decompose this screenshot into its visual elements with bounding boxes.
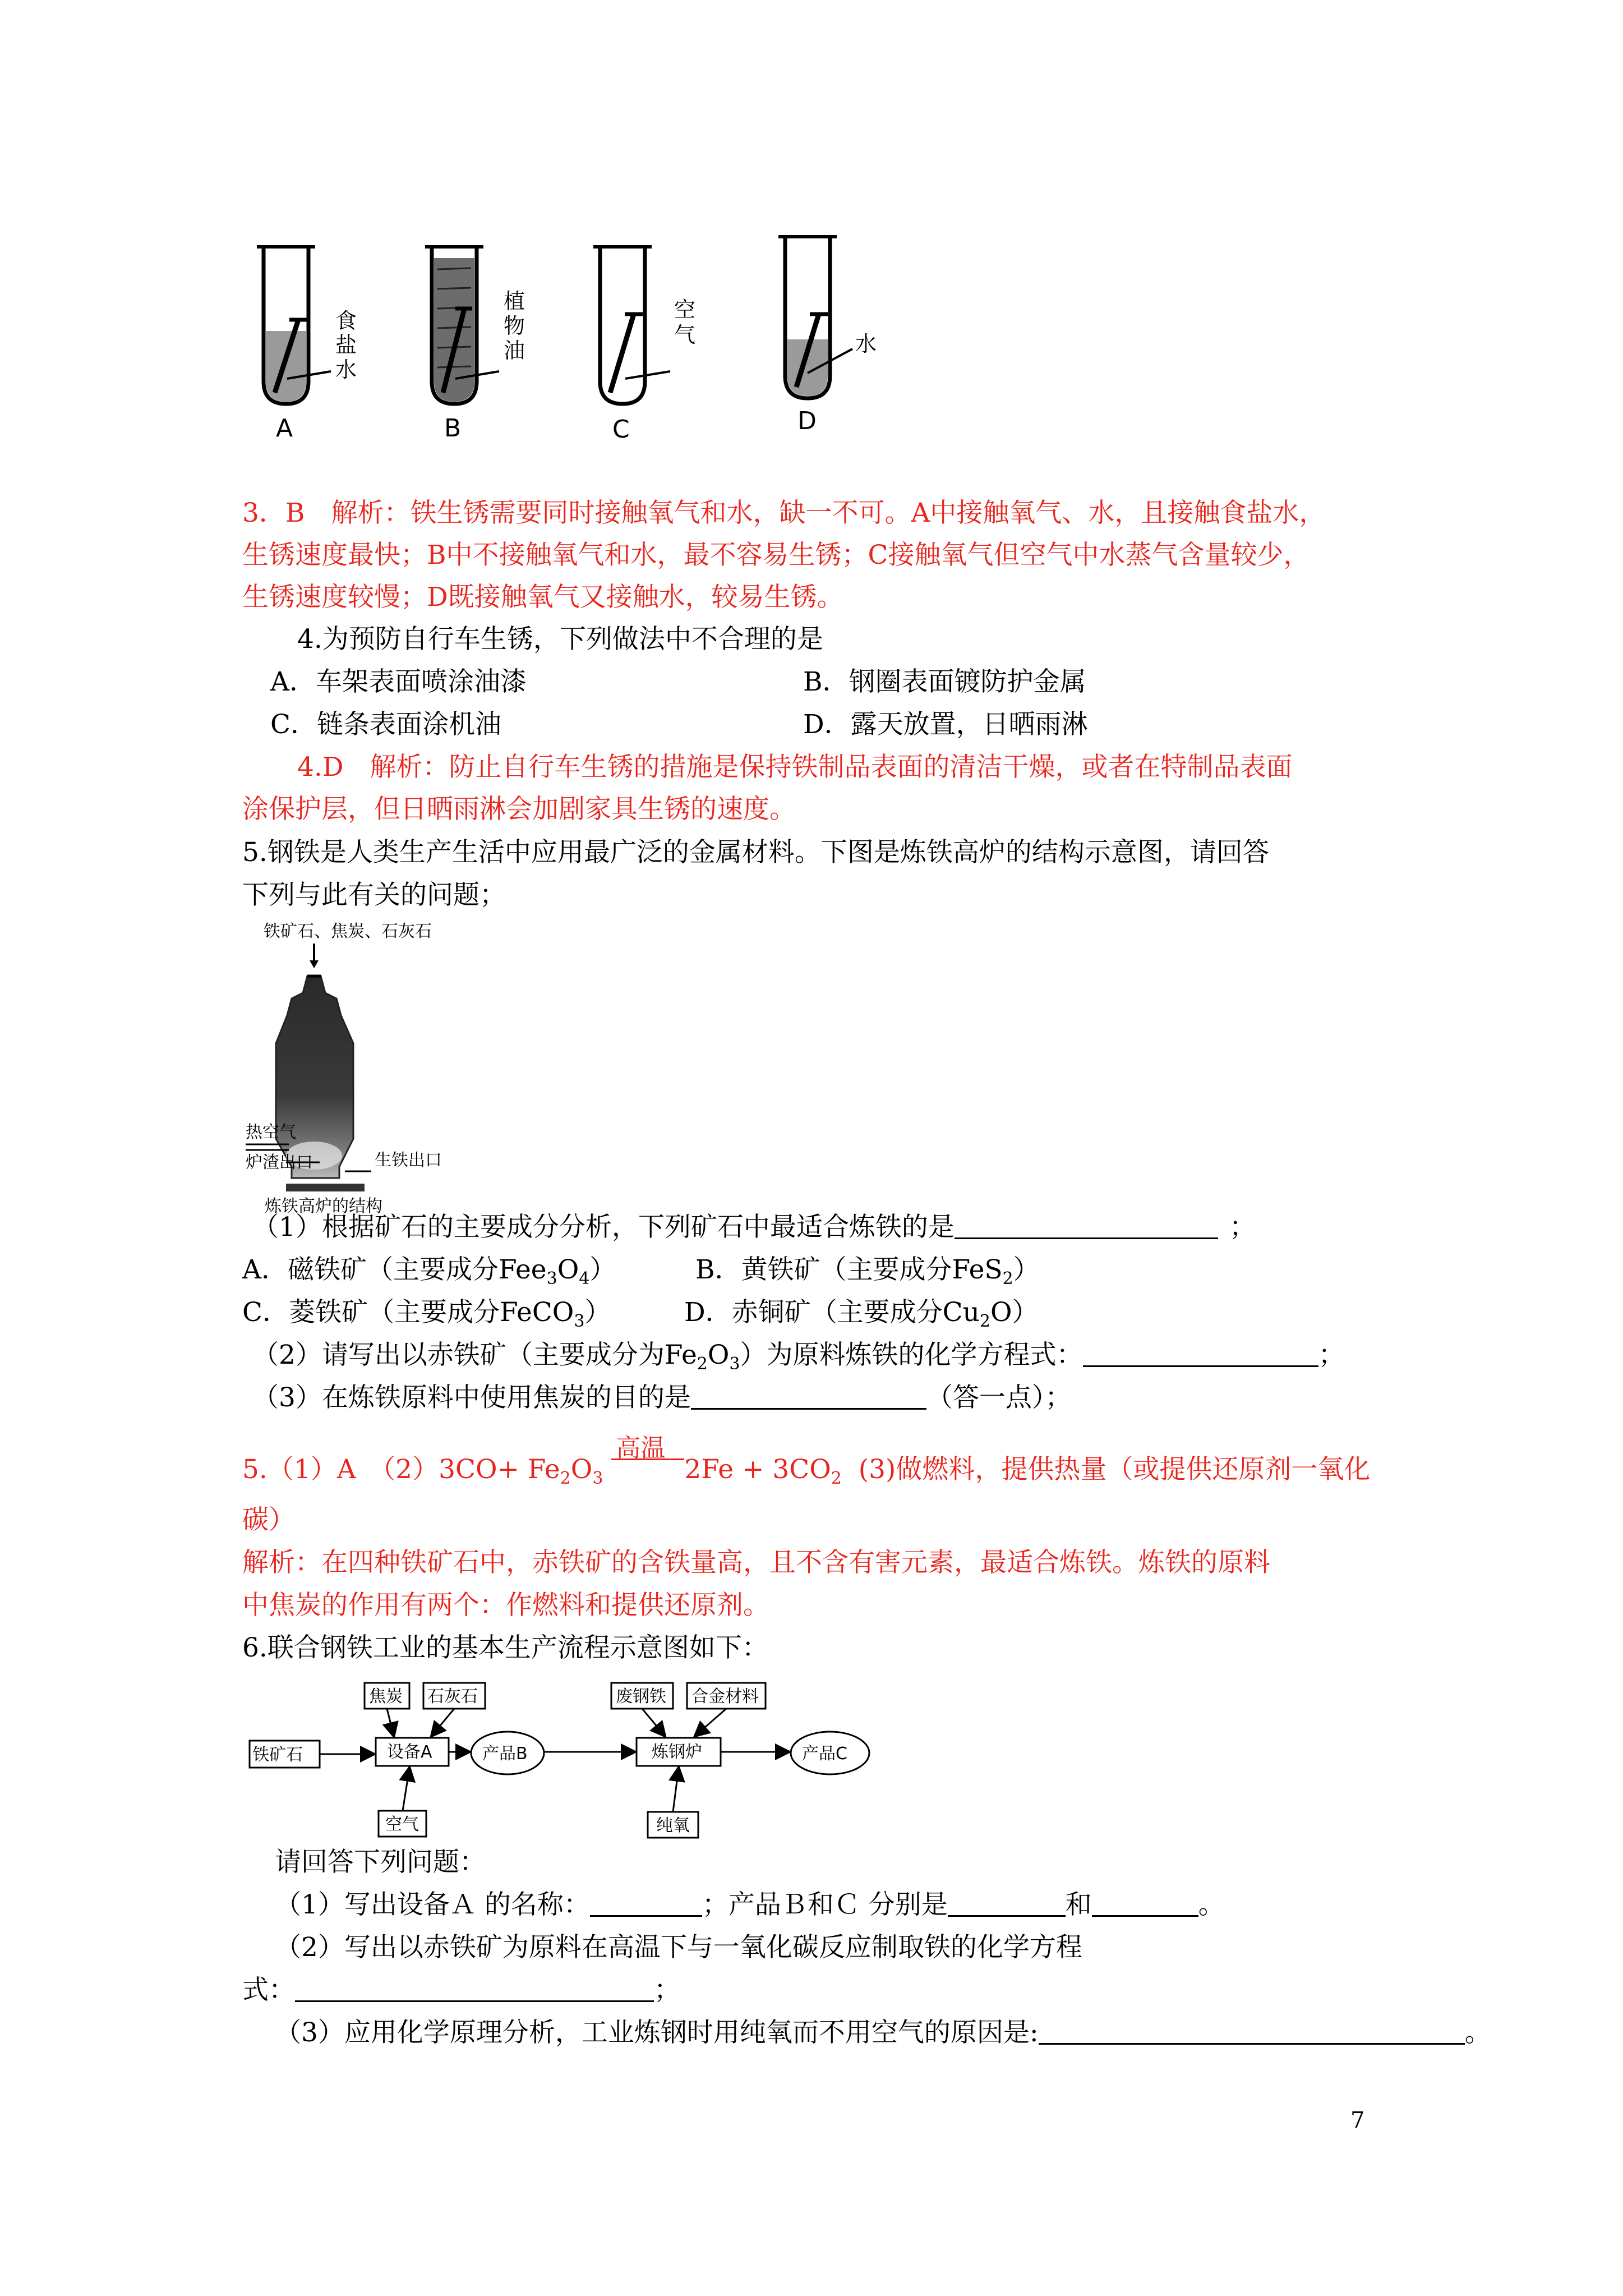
flow-equipA: 设备A: [387, 1742, 432, 1762]
tube-a: [257, 247, 331, 404]
q5-sub3: （3）在炼铁原料中使用焦炭的目的是 （答一点）；: [252, 1382, 1072, 1413]
tube-c-text-1: 空: [674, 297, 696, 322]
q6-sub2-line-1: （2）写出以赤铁矿为原料在高温下与一氧化碳反应制取铁的化学方程: [275, 1932, 1082, 1963]
blast-furnace-figure: [241, 914, 533, 1217]
flow-oxygen: 纯氧: [656, 1816, 690, 1835]
q6-sub2-blank[interactable]: [295, 1975, 654, 2002]
q3-answer-line-1: 3．B 解析：铁生锈需要同时接触氧气和水，缺一不可。A中接触氧气、水，且接触食盐水，: [242, 498, 1326, 528]
tube-d: [778, 237, 852, 398]
flow-productB: 产品B: [482, 1744, 528, 1764]
furnace-caption: 炼铁高炉的结构: [265, 1197, 382, 1216]
flow-air: 空气: [385, 1815, 419, 1834]
flow-furnace: 炼钢炉: [652, 1742, 702, 1762]
q4-answer-line-1: 4.D 解析：防止自行车生锈的措施是保持铁制品表面的清洁干燥，或者在特制品表面: [297, 752, 1293, 783]
q4-option-d: D．露天放置，日晒雨淋: [803, 709, 1088, 740]
q6-sub2-line-2: 式： ；: [242, 1975, 680, 2005]
tube-d-text: 水: [855, 332, 877, 356]
q4-answer-line-2: 涂保护层，但日晒雨淋会加剧家具生锈的速度。: [242, 794, 796, 825]
furnace-top-label: 铁矿石、焦炭、石灰石: [264, 922, 432, 941]
test-tube-figure: [236, 224, 953, 449]
tube-c-label: C: [612, 415, 630, 444]
tube-c-text-2: 气: [674, 323, 696, 347]
q5-sub1: （1）根据矿石的主要成分分析，下列矿石中最适合炼铁的是 ；: [252, 1212, 1256, 1243]
tube-a-label: A: [276, 414, 293, 443]
q5-sub1-blank[interactable]: [955, 1212, 1218, 1239]
flow-ore: 铁矿石: [252, 1745, 303, 1765]
tube-a-text-1: 食: [335, 309, 357, 333]
steel-flow-diagram: [247, 1677, 886, 1846]
flow-alloy: 合金材料: [691, 1687, 759, 1706]
q5-condition: 高温: [611, 1453, 684, 1487]
q5-explain-line-2: 中焦炭的作用有两个：作燃料和提供还原剂。: [242, 1590, 769, 1621]
q6-sub1-blank-a[interactable]: [590, 1889, 702, 1917]
q4-option-a: A．车架表面喷涂油漆: [270, 666, 527, 697]
q6-sub1-blank-c[interactable]: [1092, 1889, 1198, 1917]
q5-stem-line-1: 5.钢铁是人类生产生活中应用最广泛的金属材料。下图是炼铁高炉的结构示意图，请回答: [242, 837, 1269, 868]
flow-coke: 焦炭: [369, 1687, 403, 1706]
tube-b-label: B: [444, 414, 462, 443]
flow-limestone: 石灰石: [427, 1687, 478, 1706]
q4-option-c: C．链条表面涂机油: [270, 709, 501, 740]
q4-option-b: B．钢圈表面镀防护金属: [803, 666, 1086, 697]
tube-b-text-1: 植: [504, 289, 525, 314]
tube-a-text-2: 盐: [335, 333, 357, 357]
q5-option-c: C．菱铁矿（主要成分FeCO$_3$）: [242, 1297, 611, 1331]
tube-b-text-3: 油: [504, 338, 525, 363]
q3-answer-line-2: 生锈速度最快；B中不接触氧气和水，最不容易生锈；C接触氧气但空气中水蒸气含量较少，: [242, 540, 1310, 570]
furnace-iron-label: 生铁出口: [375, 1151, 442, 1170]
q5-stem-line-2: 下列与此有关的问题；: [242, 880, 506, 910]
q6-stem: 6.联合钢铁工业的基本生产流程示意图如下：: [242, 1632, 768, 1663]
q5-answer-line-1: 5.（1）A $(2)3CO+ Fe_2O_3$ 高温 $2Fe + 3CO_2$ (3)做燃料，提供热量（或提供还原剂一氧化: [242, 1434, 1371, 1488]
q6-sub1-blank-b[interactable]: [948, 1889, 1066, 1917]
q5-sub2-blank[interactable]: [1083, 1340, 1318, 1367]
tube-b: [425, 247, 499, 404]
q5-explain-line-1: 解析：在四种铁矿石中，赤铁矿的含铁量高，且不含有害元素，最适合炼铁。炼铁的原料: [242, 1547, 1270, 1578]
tube-c: [593, 247, 670, 404]
furnace-hot-air-label: 热空气: [246, 1122, 296, 1142]
q5-sub3-blank[interactable]: [691, 1382, 926, 1410]
tube-a-text-3: 水: [335, 357, 357, 382]
q6-sub3-blank[interactable]: [1039, 2017, 1465, 2045]
q4-stem: 4.为预防自行车生锈，下列做法中不合理的是: [297, 624, 823, 655]
q5-options-row-1: [242, 1253, 616, 1287]
furnace-slag-label: 炉渣出口: [246, 1153, 313, 1172]
q5-sub2: （2）请写出以赤铁矿（主要成分为$Fe_2O_3$）为原料炼铁的化学方程式： ；: [252, 1340, 1345, 1374]
q5-option-b: B．黄铁矿（主要成分FeS$_2$）: [695, 1254, 1040, 1289]
flow-scrap: 废钢铁: [616, 1687, 666, 1706]
page-number: 7: [1350, 2108, 1365, 2133]
q3-answer-line-3: 生锈速度较慢；D既接触氧气又接触水，较易生锈。: [242, 582, 843, 613]
flow-productC: 产品C: [802, 1744, 847, 1764]
q5-answer-line-2: 碳）: [242, 1504, 295, 1535]
q6-intro: 请回答下列问题：: [275, 1847, 486, 1878]
q6-sub1: （1）写出设备Ａ 的名称： ；产品Ｂ和Ｃ 分别是 和 。: [275, 1889, 1225, 1920]
q5-option-d: D．赤铜矿（主要成分$Cu_2O$）: [684, 1297, 1039, 1331]
tube-d-label: D: [797, 407, 817, 435]
q5-option-a: A．磁铁矿（主要成分$Fee_3O_4$）: [242, 1254, 616, 1289]
q6-sub3: （3）应用化学原理分析，工业炼钢时用纯氧而不用空气的原因是: 。: [275, 2017, 1491, 2048]
tube-b-text-2: 物: [504, 314, 525, 338]
